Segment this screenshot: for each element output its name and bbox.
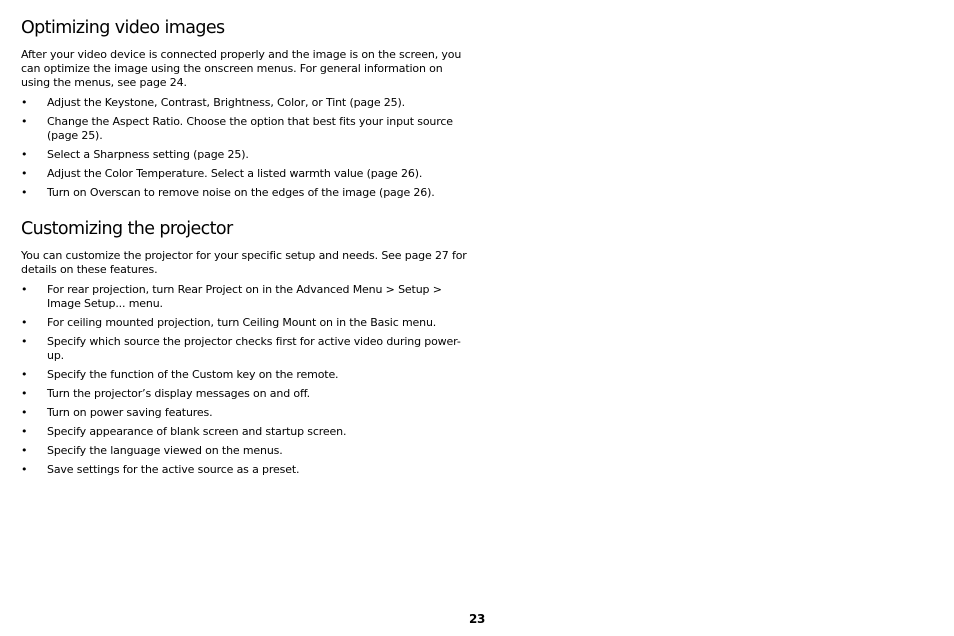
list-item bbox=[21, 283, 471, 311]
list-item-text: Turn on power saving features. bbox=[47, 406, 213, 419]
bullet-icon: • bbox=[21, 115, 28, 128]
list-item bbox=[21, 186, 471, 200]
section-heading-optimizing-video-images: Optimizing video images bbox=[21, 18, 225, 38]
section-intro-customizing: You can customize the projector for your specific setup and needs. See page 27 for details on these features. bbox=[21, 249, 467, 276]
list-item bbox=[21, 444, 471, 458]
bullet-icon: • bbox=[21, 335, 28, 348]
list-item-text: For ceiling mounted projection, turn Ceiling Mount on in the Basic menu. bbox=[47, 316, 437, 329]
bullet-icon: • bbox=[21, 425, 28, 438]
section-heading-customizing-the-projector: Customizing the projector bbox=[21, 219, 233, 239]
list-item-text: For rear projection, turn Rear Project on in the Advanced Menu > Setup > Image Setup... menu. bbox=[47, 283, 442, 310]
list-item bbox=[21, 96, 471, 110]
bullet-icon: • bbox=[21, 406, 28, 419]
list-item bbox=[21, 316, 471, 330]
list-item-text: Adjust the Color Temperature. Select a listed warmth value (page 26). bbox=[47, 167, 423, 180]
bullet-list-optimizing bbox=[21, 96, 471, 200]
list-item bbox=[21, 387, 471, 401]
list-item-text: Save settings for the active source as a preset. bbox=[47, 463, 300, 476]
bullet-icon: • bbox=[21, 368, 28, 381]
list-item bbox=[21, 115, 471, 143]
bullet-icon: • bbox=[21, 96, 28, 109]
bullet-icon: • bbox=[21, 463, 28, 476]
list-item-text: Select a Sharpness setting (page 25). bbox=[47, 148, 249, 161]
bullet-icon: • bbox=[21, 444, 28, 457]
list-item bbox=[21, 335, 471, 363]
main-column bbox=[21, 16, 471, 482]
section-intro-optimizing: After your video device is connected properly and the image is on the screen, you can optimize the image using the onscreen menus. For general information on using the menus, see page 24. bbox=[21, 48, 462, 89]
list-item bbox=[21, 368, 471, 382]
bullet-icon: • bbox=[21, 167, 28, 180]
page-number: 23 bbox=[468, 612, 486, 626]
list-item-text: Specify the language viewed on the menus. bbox=[47, 444, 283, 457]
bullet-icon: • bbox=[21, 316, 28, 329]
bullet-icon: • bbox=[21, 387, 28, 400]
list-item-text: Adjust the Keystone, Contrast, Brightness, Color, or Tint (page 25). bbox=[47, 96, 405, 109]
bullet-icon: • bbox=[21, 186, 28, 199]
list-item bbox=[21, 148, 471, 162]
list-item bbox=[21, 425, 471, 439]
bullet-icon: • bbox=[21, 148, 28, 161]
list-item-text: Specify appearance of blank screen and startup screen. bbox=[47, 425, 347, 438]
bullet-icon: • bbox=[21, 283, 28, 296]
list-item bbox=[21, 463, 471, 477]
bullet-list-customizing bbox=[21, 283, 471, 477]
list-item-text: Specify which source the projector checks first for active video during power-up. bbox=[47, 335, 461, 362]
list-item-text: Change the Aspect Ratio. Choose the option that best fits your input source (page 25). bbox=[47, 115, 453, 142]
list-item-text: Turn on Overscan to remove noise on the edges of the image (page 26). bbox=[47, 186, 435, 199]
list-item-text: Specify the function of the Custom key on the remote. bbox=[47, 368, 339, 381]
list-item-text: Turn the projector’s display messages on and off. bbox=[47, 387, 310, 400]
list-item bbox=[21, 406, 471, 420]
list-item bbox=[21, 167, 471, 181]
